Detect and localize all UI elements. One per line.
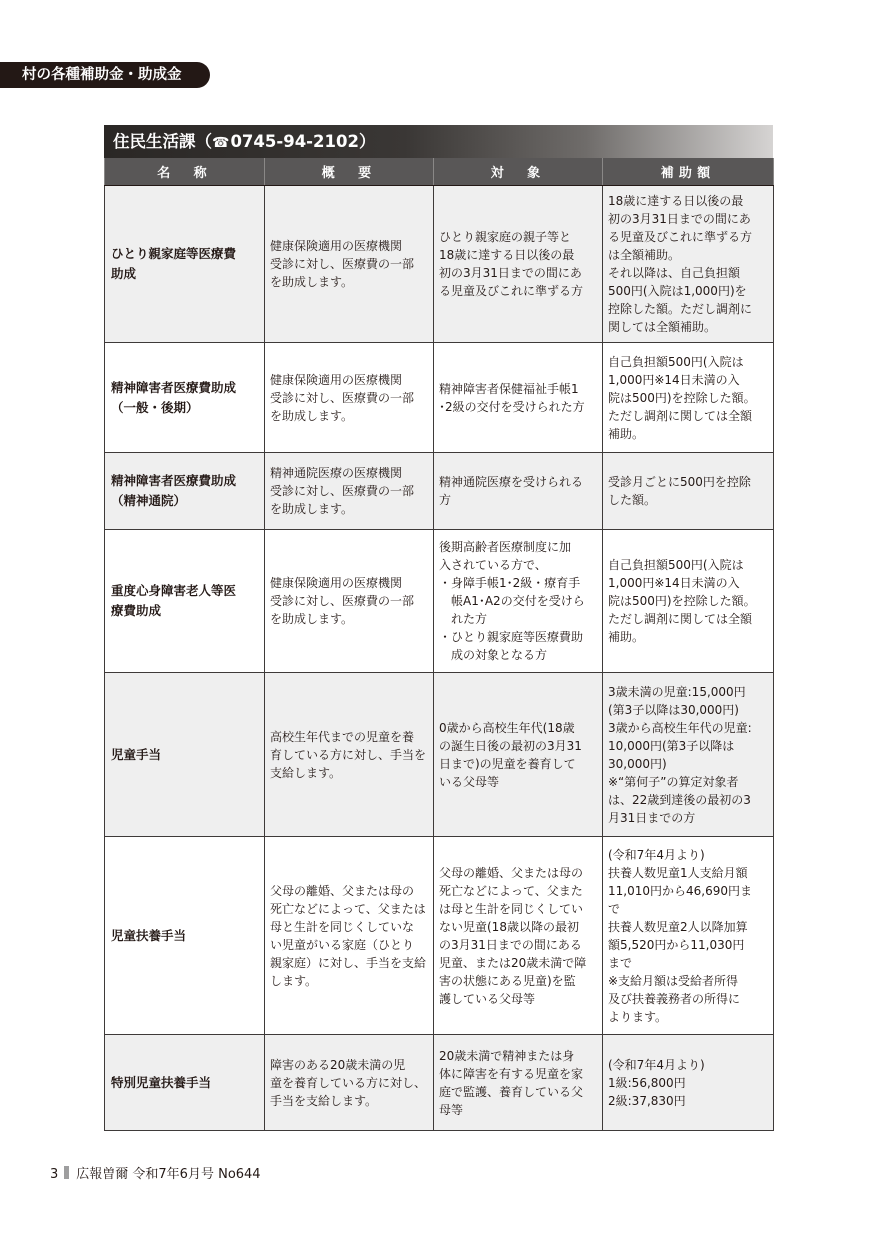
- header-target: 対 象: [434, 158, 603, 186]
- cell-overview: 障害のある20歳未満の児 童を養育している方に対し、 手当を支給します。: [265, 1035, 434, 1131]
- cell-target: 精神通院医療を受けられる 方: [434, 453, 603, 530]
- cell-amount: (令和7年4月より) 扶養人数児童1人支給月額 11,010円から46,690円ま で 扶養人数児童2人以降加算 額5,520円から11,030円 まで ※支給月額は受給者所得 及び扶養義務者の所得に よります。: [603, 837, 774, 1035]
- publication-title: 広報曽爾 令和7年6月号 No644: [76, 1167, 261, 1182]
- cell-name: 精神障害者医療費助成 （精神通院）: [105, 453, 265, 530]
- cell-name: 児童扶養手当: [105, 837, 265, 1035]
- cell-target: 後期高齢者医療制度に加 入されている方で、 ・身障手帳1･2級・療育手 帳A1･A2の交付を受けら れた方 ・ひとり親家庭等医療費助 成の対象となる方: [434, 530, 603, 673]
- page-footer: [50, 1163, 261, 1182]
- cell-amount: 自己負担額500円(入院は 1,000円※14日未満の入 院は500円)を控除した額。 ただし調剤に関しては全額 補助。: [603, 343, 774, 453]
- page-category-tab: 村の各種補助金・助成金: [0, 62, 210, 88]
- phone-icon: ☎: [212, 135, 230, 151]
- cell-overview: 健康保険適用の医療機関 受診に対し、医療費の一部 を助成します。: [265, 343, 434, 453]
- section-title-end: ）: [358, 132, 376, 151]
- table-row: [105, 1035, 774, 1131]
- cell-name: 児童手当: [105, 673, 265, 837]
- cell-overview: 健康保険適用の医療機関 受診に対し、医療費の一部 を助成します。: [265, 186, 434, 343]
- cell-overview: 高校生年代までの児童を養 育している方に対し、手当を 支給します。: [265, 673, 434, 837]
- cell-target: 20歳未満で精神または身 体に障害を有する児童を家 庭で監護、養育している父 母等: [434, 1035, 603, 1131]
- cell-overview: 父母の離婚、父または母の 死亡などによって、父または 母と生計を同じくしていな い児童がいる家庭（ひとり 親家庭）に対し、手当を支給 します。: [265, 837, 434, 1035]
- header-overview: 概 要: [265, 158, 434, 186]
- cell-amount: 3歳未満の児童:15,000円 (第3子以降は30,000円) 3歳から高校生年代の児童: 10,000円(第3子以降は 30,000円) ※“第何子”の算定対象者 は、22歳到達後の最初の3 月31日までの方: [603, 673, 774, 837]
- cell-target: 精神障害者保健福祉手帳1 ･2級の交付を受けられた方: [434, 343, 603, 453]
- table-row: [105, 453, 774, 530]
- cell-amount: (令和7年4月より) 1級:56,800円 2級:37,830円: [603, 1035, 774, 1131]
- subsidy-table: [104, 158, 774, 1131]
- table-header-row: [105, 158, 774, 186]
- cell-overview: 健康保険適用の医療機関 受診に対し、医療費の一部 を助成します。: [265, 530, 434, 673]
- header-name: 名 称: [105, 158, 265, 186]
- section-title: 住民生活課（: [113, 132, 212, 151]
- cell-name: 精神障害者医療費助成 （一般・後期）: [105, 343, 265, 453]
- page-number: 3: [50, 1167, 59, 1182]
- section-phone: 0745-94-2102: [230, 132, 359, 151]
- header-amount: 補助額: [603, 158, 774, 186]
- cell-target: 0歳から高校生年代(18歳 の誕生日後の最初の3月31 日まで)の児童を養育して いる父母等: [434, 673, 603, 837]
- cell-name: 重度心身障害老人等医 療費助成: [105, 530, 265, 673]
- footer-divider: [64, 1166, 69, 1179]
- table-row: [105, 673, 774, 837]
- table-row: [105, 343, 774, 453]
- cell-name: 特別児童扶養手当: [105, 1035, 265, 1131]
- cell-target: 父母の離婚、父または母の 死亡などによって、父また は母と生計を同じくしてい ない児童(18歳以降の最初 の3月31日までの間にある 児童、または20歳未満で障 害の状態にある児童)を監 護している父母等: [434, 837, 603, 1035]
- table-row: [105, 530, 774, 673]
- table-row: [105, 837, 774, 1035]
- table-row: [105, 186, 774, 343]
- cell-name: ひとり親家庭等医療費 助成: [105, 186, 265, 343]
- section-header: [104, 125, 773, 158]
- cell-amount: 18歳に達する日以後の最 初の3月31日までの間にあ る児童及びこれに準ずる方 は全額補助。 それ以降は、自己負担額 500円(入院は1,000円)を 控除した額。ただし調剤に 関しては全額補助。: [603, 186, 774, 343]
- cell-amount: 自己負担額500円(入院は 1,000円※14日未満の入 院は500円)を控除した額。 ただし調剤に関しては全額 補助。: [603, 530, 774, 673]
- cell-amount: 受診月ごとに500円を控除 した額。: [603, 453, 774, 530]
- cell-target: ひとり親家庭の親子等と 18歳に達する日以後の最 初の3月31日までの間にあ る児童及びこれに準ずる方: [434, 186, 603, 343]
- cell-overview: 精神通院医療の医療機関 受診に対し、医療費の一部 を助成します。: [265, 453, 434, 530]
